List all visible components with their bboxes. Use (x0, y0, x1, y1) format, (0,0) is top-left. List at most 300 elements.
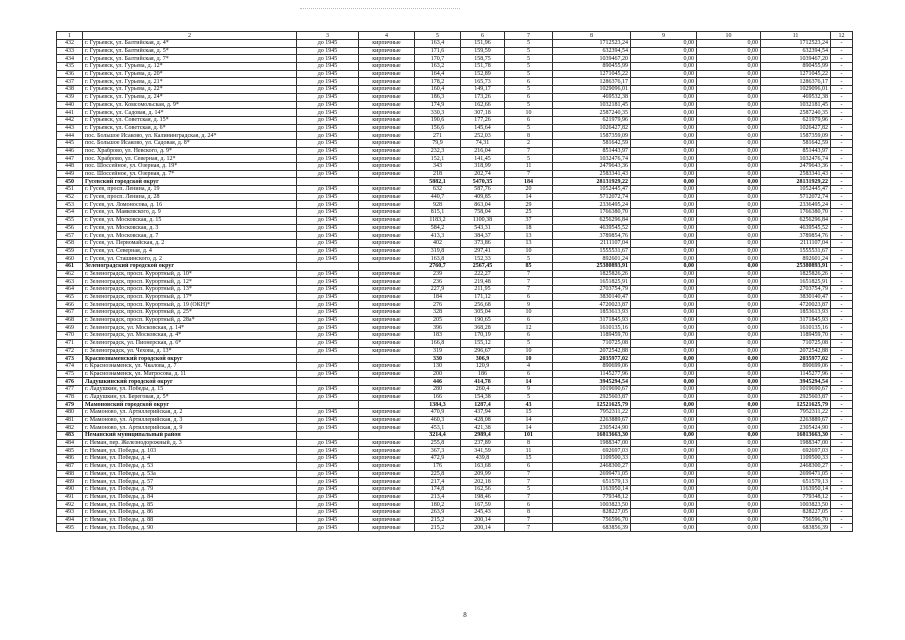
year-cell: до 1945 (297, 286, 359, 294)
table-row (57, 109, 853, 117)
living-area-cell: 162,56 (461, 485, 505, 493)
column-number-cell: 3 (297, 32, 359, 40)
residents-cell: 8 (505, 439, 553, 447)
fund-cost-cell: 0,00 (631, 78, 697, 86)
address-cell: г. Неман, пер. Железнодорожный, д. 3 (83, 439, 297, 447)
living-area-cell: 307,18 (461, 109, 505, 117)
note-cell: - (831, 493, 853, 501)
address-cell: г. Неман, ул. Победы, д. 53а (83, 470, 297, 478)
address-cell: г. Гурьевск, ул. Гурьева, д. 21* (83, 78, 297, 86)
owners-cost-cell: 683856,39 (761, 524, 831, 532)
total-cost-cell: 890455,99 (553, 63, 631, 71)
residents-cell: 14 (505, 193, 553, 201)
total-cost-cell: 651579,13 (553, 478, 631, 486)
total-cost-cell: 7952311,22 (553, 409, 631, 417)
living-area-cell: 162,66 (461, 101, 505, 109)
address-cell: г. Зеленоградск, просп. Курортный, д. 10* (83, 270, 297, 278)
year-cell: до 1945 (297, 524, 359, 532)
living-area-cell: 409,85 (461, 193, 505, 201)
owners-cost-cell: 632394,54 (761, 47, 831, 55)
living-area-cell: 2567,45 (461, 262, 505, 270)
budget-cost-cell: 0,00 (697, 209, 761, 217)
wall-material-cell: кирпичные (359, 109, 415, 117)
residents-cell: 101 (505, 432, 553, 440)
table-row (57, 70, 853, 78)
row-number-cell: 480 (57, 409, 83, 417)
residents-cell: 15 (505, 409, 553, 417)
fund-cost-cell: 0,00 (631, 247, 697, 255)
total-area-cell: 130 (415, 362, 461, 370)
budget-cost-cell: 0,00 (697, 385, 761, 393)
owners-cost-cell: 1109500,33 (761, 455, 831, 463)
address-cell: г. Гусев, ул. Московская, д. 7 (83, 232, 297, 240)
row-number-cell: 471 (57, 339, 83, 347)
year-cell: до 1945 (297, 324, 359, 332)
wall-material-cell: кирпичные (359, 216, 415, 224)
living-area-cell: 237,89 (461, 439, 505, 447)
fund-cost-cell: 0,00 (631, 255, 697, 263)
district-subtotal-row (57, 401, 853, 409)
address-cell: г. Зеленоградск, просп. Курортный, д. 13* (83, 286, 297, 294)
total-cost-cell: 1271045,22 (553, 70, 631, 78)
total-cost-cell: 892601,24 (553, 255, 631, 263)
wall-material-cell: кирпичные (359, 447, 415, 455)
wall-material-cell: кирпичные (359, 439, 415, 447)
total-area-cell: 396 (415, 324, 461, 332)
fund-cost-cell: 0,00 (631, 370, 697, 378)
total-cost-cell: 1651825,91 (553, 278, 631, 286)
fund-cost-cell: 0,00 (631, 232, 697, 240)
row-number-cell: 482 (57, 424, 83, 432)
fund-cost-cell: 0,00 (631, 455, 697, 463)
total-area-cell: 190,6 (415, 116, 461, 124)
wall-material-cell: кирпичные (359, 516, 415, 524)
wall-material-cell: кирпичные (359, 186, 415, 194)
year-cell: до 1945 (297, 170, 359, 178)
fund-cost-cell: 0,00 (631, 332, 697, 340)
owners-cost-cell: 1555531,67 (761, 247, 831, 255)
total-cost-cell: 1029096,01 (553, 86, 631, 94)
fund-cost-cell: 0,00 (631, 508, 697, 516)
row-number-cell: 456 (57, 224, 83, 232)
address-cell: г. Гурьевск, ул. Гурьева, д. 12* (83, 63, 297, 71)
living-area-cell: 211,95 (461, 286, 505, 294)
note-cell: - (831, 139, 853, 147)
total-cost-cell: 2263889,67 (553, 416, 631, 424)
living-area-cell: 190,65 (461, 316, 505, 324)
total-cost-cell: 1145277,96 (553, 370, 631, 378)
year-cell: до 1945 (297, 155, 359, 163)
note-cell: - (831, 216, 853, 224)
total-area-cell: 319 (415, 347, 461, 355)
owners-cost-cell: 1825826,26 (761, 270, 831, 278)
residents-cell: 5 (505, 86, 553, 94)
residents-cell: 4 (505, 362, 553, 370)
living-area-cell: 151,96 (461, 40, 505, 48)
owners-cost-cell: 2035977,02 (761, 355, 831, 363)
total-cost-cell: 1610135,16 (553, 324, 631, 332)
living-area-cell: 120,9 (461, 362, 505, 370)
address-cell: г. Неман, ул. Победы, д. 103 (83, 447, 297, 455)
total-cost-cell: 1189459,70 (553, 332, 631, 340)
address-cell: пос. Храброво, ул. Невского, д. 9* (83, 147, 297, 155)
residents-cell: 7 (505, 270, 553, 278)
total-area-cell: 472,9 (415, 455, 461, 463)
fund-cost-cell: 0,00 (631, 193, 697, 201)
fund-cost-cell: 0,00 (631, 316, 697, 324)
note-cell: - (831, 339, 853, 347)
owners-cost-cell: 1145277,96 (761, 370, 831, 378)
residents-cell: 8 (505, 508, 553, 516)
owners-cost-cell: 1766380,70 (761, 209, 831, 217)
row-number-cell: 435 (57, 63, 83, 71)
living-area-cell: 260,4 (461, 385, 505, 393)
address-cell: г. Неман, ул. Победы, д. 88 (83, 516, 297, 524)
year-cell: до 1945 (297, 270, 359, 278)
wall-material-cell (359, 178, 415, 186)
district-subtotal-row (57, 355, 853, 363)
budget-cost-cell: 0,00 (697, 170, 761, 178)
owners-cost-cell: 25380893,91 (761, 262, 831, 270)
fund-cost-cell: 0,00 (631, 347, 697, 355)
row-number-cell: 447 (57, 155, 83, 163)
address-cell: г. Неман, ул. Победы, д. 4 (83, 455, 297, 463)
living-area-cell: 305,04 (461, 309, 505, 317)
budget-cost-cell: 0,00 (697, 278, 761, 286)
table-row (57, 101, 853, 109)
total-area-cell: 280 (415, 385, 461, 393)
address-cell: г. Краснознаменск, ул. Чкалова, д. 7 (83, 362, 297, 370)
row-number-cell: 479 (57, 401, 83, 409)
total-cost-cell: 3171845,93 (553, 316, 631, 324)
wall-material-cell: кирпичные (359, 124, 415, 132)
budget-cost-cell: 0,00 (697, 216, 761, 224)
year-cell: до 1945 (297, 447, 359, 455)
total-cost-cell: 581642,59 (553, 139, 631, 147)
total-cost-cell: 1555531,67 (553, 247, 631, 255)
note-cell: - (831, 224, 853, 232)
living-area-cell: 177,26 (461, 116, 505, 124)
row-number-cell: 458 (57, 239, 83, 247)
note-cell: - (831, 401, 853, 409)
fund-cost-cell: 0,00 (631, 209, 697, 217)
total-cost-cell: 2111107,04 (553, 239, 631, 247)
address-cell: г. Гусев, ул. Северная, д. 4 (83, 247, 297, 255)
note-cell: - (831, 362, 853, 370)
year-cell: до 1945 (297, 424, 359, 432)
living-area-cell: 318,99 (461, 163, 505, 171)
table-body (57, 40, 853, 532)
residents-cell: 10 (505, 109, 553, 117)
row-number-cell: 451 (57, 186, 83, 194)
row-number-cell: 453 (57, 201, 83, 209)
living-area-cell: 414,78 (461, 378, 505, 386)
owners-cost-cell: 1019690,67 (761, 385, 831, 393)
total-area-cell: 343 (415, 163, 461, 171)
fund-cost-cell: 0,00 (631, 109, 697, 117)
total-area-cell: 160,4 (415, 86, 461, 94)
row-number-cell: 472 (57, 347, 83, 355)
total-cost-cell: 16813663,30 (553, 432, 631, 440)
district-subtotal-row (57, 178, 853, 186)
total-cost-cell: 1712523,24 (553, 40, 631, 48)
living-area-cell: 209,99 (461, 470, 505, 478)
address-cell: г. Зеленоградск, ул. Чехова, д. 13* (83, 347, 297, 355)
table-row (57, 339, 853, 347)
note-cell: - (831, 516, 853, 524)
wall-material-cell: кирпичные (359, 278, 415, 286)
wall-material-cell: кирпичные (359, 286, 415, 294)
year-cell: до 1945 (297, 193, 359, 201)
row-number-cell: 469 (57, 324, 83, 332)
year-cell: до 1945 (297, 86, 359, 94)
year-cell: до 1945 (297, 309, 359, 317)
document-page (56, 31, 852, 532)
total-cost-cell: 1019690,67 (553, 385, 631, 393)
total-cost-cell: 2703754,79 (553, 286, 631, 294)
year-cell: до 1945 (297, 501, 359, 509)
residents-cell: 7 (505, 286, 553, 294)
address-cell: г. Мамоново, ул. Артиллерийская, д. 3 (83, 416, 297, 424)
budget-cost-cell: 0,00 (697, 485, 761, 493)
year-cell: до 1945 (297, 332, 359, 340)
total-area-cell: 470,9 (415, 409, 461, 417)
budget-cost-cell: 0,00 (697, 124, 761, 132)
row-number-cell: 460 (57, 255, 83, 263)
residents-cell: 20 (505, 186, 553, 194)
note-cell: - (831, 201, 853, 209)
residents-cell: 29 (505, 201, 553, 209)
year-cell (297, 432, 359, 440)
year-cell: до 1945 (297, 370, 359, 378)
owners-cost-cell: 1032476,74 (761, 155, 831, 163)
budget-cost-cell: 0,00 (697, 432, 761, 440)
row-number-cell: 434 (57, 55, 83, 63)
residents-cell: 85 (505, 262, 553, 270)
fund-cost-cell: 0,00 (631, 178, 697, 186)
year-cell: до 1945 (297, 362, 359, 370)
address-cell: г. Зеленоградск, просп. Курортный, д. 12* (83, 278, 297, 286)
address-cell: пос. Шоссейное, ул. Озерная, д. 7* (83, 170, 297, 178)
total-area-cell: 276 (415, 301, 461, 309)
note-cell: - (831, 232, 853, 240)
table-row (57, 324, 853, 332)
living-area-cell: 200,14 (461, 516, 505, 524)
owners-cost-cell: 3945294,54 (761, 378, 831, 386)
total-cost-cell: 1039467,20 (553, 55, 631, 63)
row-number-cell: 467 (57, 309, 83, 317)
table-row (57, 55, 853, 63)
residents-cell: 5 (505, 124, 553, 132)
total-area-cell: 166,8 (415, 339, 461, 347)
residents-cell: 6 (505, 462, 553, 470)
note-cell: - (831, 209, 853, 217)
year-cell: до 1945 (297, 163, 359, 171)
note-cell: - (831, 485, 853, 493)
address-cell: г. Гусев, ул. Сташинского, д. 2 (83, 255, 297, 263)
row-number-cell: 452 (57, 193, 83, 201)
table-row (57, 270, 853, 278)
table-row (57, 524, 853, 532)
fund-cost-cell: 0,00 (631, 439, 697, 447)
wall-material-cell: кирпичные (359, 163, 415, 171)
year-cell: до 1945 (297, 124, 359, 132)
year-cell: до 1945 (297, 201, 359, 209)
budget-cost-cell: 0,00 (697, 47, 761, 55)
row-number-cell: 463 (57, 278, 83, 286)
row-number-cell: 437 (57, 78, 83, 86)
wall-material-cell: кирпичные (359, 209, 415, 217)
table-row (57, 239, 853, 247)
owners-cost-cell: 1610135,16 (761, 324, 831, 332)
address-cell: г. Мамоново, ул. Артиллерийская, д. 9 (83, 424, 297, 432)
table-row (57, 193, 853, 201)
note-cell: - (831, 132, 853, 140)
residents-cell: 18 (505, 224, 553, 232)
total-cost-cell: 28131929,22 (553, 178, 631, 186)
column-number-cell: 5 (415, 32, 461, 40)
total-area-cell: 3214,4 (415, 432, 461, 440)
year-cell: до 1945 (297, 385, 359, 393)
note-cell: - (831, 439, 853, 447)
budget-cost-cell: 0,00 (697, 255, 761, 263)
address-cell: г. Неман, ул. Победы, д. 84 (83, 493, 297, 501)
fund-cost-cell: 0,00 (631, 278, 697, 286)
note-cell: - (831, 355, 853, 363)
budget-cost-cell: 0,00 (697, 493, 761, 501)
fund-cost-cell: 0,00 (631, 470, 697, 478)
owners-cost-cell: 1026427,82 (761, 124, 831, 132)
owners-cost-cell: 581642,59 (761, 139, 831, 147)
address-cell: г. Неман, ул. Победы, д. 86 (83, 508, 297, 516)
address-cell: г. Гусев, ул. Московская, д. 3 (83, 224, 297, 232)
budget-cost-cell: 0,00 (697, 224, 761, 232)
address-cell: Краснознаменский городской округ (83, 355, 297, 363)
note-cell: - (831, 478, 853, 486)
living-area-cell: 421,38 (461, 424, 505, 432)
total-area-cell: 367,3 (415, 447, 461, 455)
table-row (57, 147, 853, 155)
row-number-cell: 494 (57, 516, 83, 524)
row-number-cell: 459 (57, 247, 83, 255)
total-area-cell: 440,7 (415, 193, 461, 201)
living-area-cell: 152,33 (461, 255, 505, 263)
row-number-cell: 490 (57, 485, 83, 493)
owners-cost-cell: 1853613,93 (761, 309, 831, 317)
living-area-cell: 154,38 (461, 393, 505, 401)
total-area-cell: 402 (415, 239, 461, 247)
table-row (57, 93, 853, 101)
wall-material-cell: кирпичные (359, 301, 415, 309)
note-cell: - (831, 155, 853, 163)
owners-cost-cell: 2699471,05 (761, 470, 831, 478)
living-area-cell: 428,08 (461, 416, 505, 424)
note-cell: - (831, 347, 853, 355)
wall-material-cell (359, 378, 415, 386)
table-row (57, 416, 853, 424)
total-cost-cell: 6256296,84 (553, 216, 631, 224)
residents-cell: 6 (505, 316, 553, 324)
row-number-cell: 461 (57, 262, 83, 270)
table-row (57, 470, 853, 478)
district-subtotal-row (57, 432, 853, 440)
address-cell: г. Неман, ул. Победы, д. 57 (83, 478, 297, 486)
wall-material-cell: кирпичные (359, 78, 415, 86)
total-area-cell: 328 (415, 309, 461, 317)
table-row (57, 447, 853, 455)
note-cell: - (831, 116, 853, 124)
residents-cell: 9 (505, 301, 553, 309)
budget-cost-cell: 0,00 (697, 516, 761, 524)
total-area-cell: 330,3 (415, 109, 461, 117)
fund-cost-cell: 0,00 (631, 385, 697, 393)
total-area-cell: 174,9 (415, 101, 461, 109)
address-cell: г. Гурьевск, ул. Садовая, д. 14* (83, 109, 297, 117)
residents-cell: 7 (505, 147, 553, 155)
total-area-cell: 255,8 (415, 439, 461, 447)
owners-cost-cell: 2468300,27 (761, 462, 831, 470)
owners-cost-cell: 12521625,79 (761, 401, 831, 409)
owners-cost-cell: 1587359,09 (761, 132, 831, 140)
residents-cell: 5 (505, 70, 553, 78)
table-row (57, 224, 853, 232)
note-cell: - (831, 501, 853, 509)
fund-cost-cell: 0,00 (631, 478, 697, 486)
total-area-cell: 215,2 (415, 516, 461, 524)
owners-cost-cell: 1271045,22 (761, 70, 831, 78)
residents-cell: 5 (505, 47, 553, 55)
residents-cell: 14 (505, 416, 553, 424)
living-area-cell: 202,74 (461, 170, 505, 178)
fund-cost-cell: 0,00 (631, 93, 697, 101)
living-area-cell: 158,75 (461, 55, 505, 63)
wall-material-cell (359, 432, 415, 440)
living-area-cell: 341,59 (461, 447, 505, 455)
total-cost-cell: 851443,97 (553, 147, 631, 155)
total-area-cell: 236 (415, 278, 461, 286)
note-cell: - (831, 378, 853, 386)
budget-cost-cell: 0,00 (697, 470, 761, 478)
year-cell: до 1945 (297, 209, 359, 217)
living-area-cell: 167,59 (461, 501, 505, 509)
total-cost-cell: 828227,05 (553, 508, 631, 516)
total-area-cell: 330 (415, 355, 461, 363)
wall-material-cell: кирпичные (359, 55, 415, 63)
address-cell: г. Неман, ул. Победы, д. 53 (83, 462, 297, 470)
fund-cost-cell: 0,00 (631, 47, 697, 55)
fund-cost-cell: 0,00 (631, 40, 697, 48)
table-row (57, 508, 853, 516)
address-cell: г. Неман, ул. Победы, д. 85 (83, 501, 297, 509)
residents-cell: 7 (505, 516, 553, 524)
total-area-cell: 217,4 (415, 478, 461, 486)
wall-material-cell: кирпичные (359, 370, 415, 378)
note-cell: - (831, 170, 853, 178)
row-number-cell: 470 (57, 332, 83, 340)
budget-cost-cell: 0,00 (697, 186, 761, 194)
year-cell: до 1945 (297, 132, 359, 140)
living-area-cell: 170,19 (461, 332, 505, 340)
wall-material-cell: кирпичные (359, 316, 415, 324)
note-cell: - (831, 262, 853, 270)
row-number-cell: 432 (57, 40, 83, 48)
owners-cost-cell: 1003823,50 (761, 501, 831, 509)
residents-cell: 6 (505, 116, 553, 124)
address-cell: г. Краснознаменск, ул. Матросова, д. 11 (83, 370, 297, 378)
owners-cost-cell: 692697,03 (761, 447, 831, 455)
residents-cell: 5 (505, 339, 553, 347)
year-cell: до 1945 (297, 47, 359, 55)
